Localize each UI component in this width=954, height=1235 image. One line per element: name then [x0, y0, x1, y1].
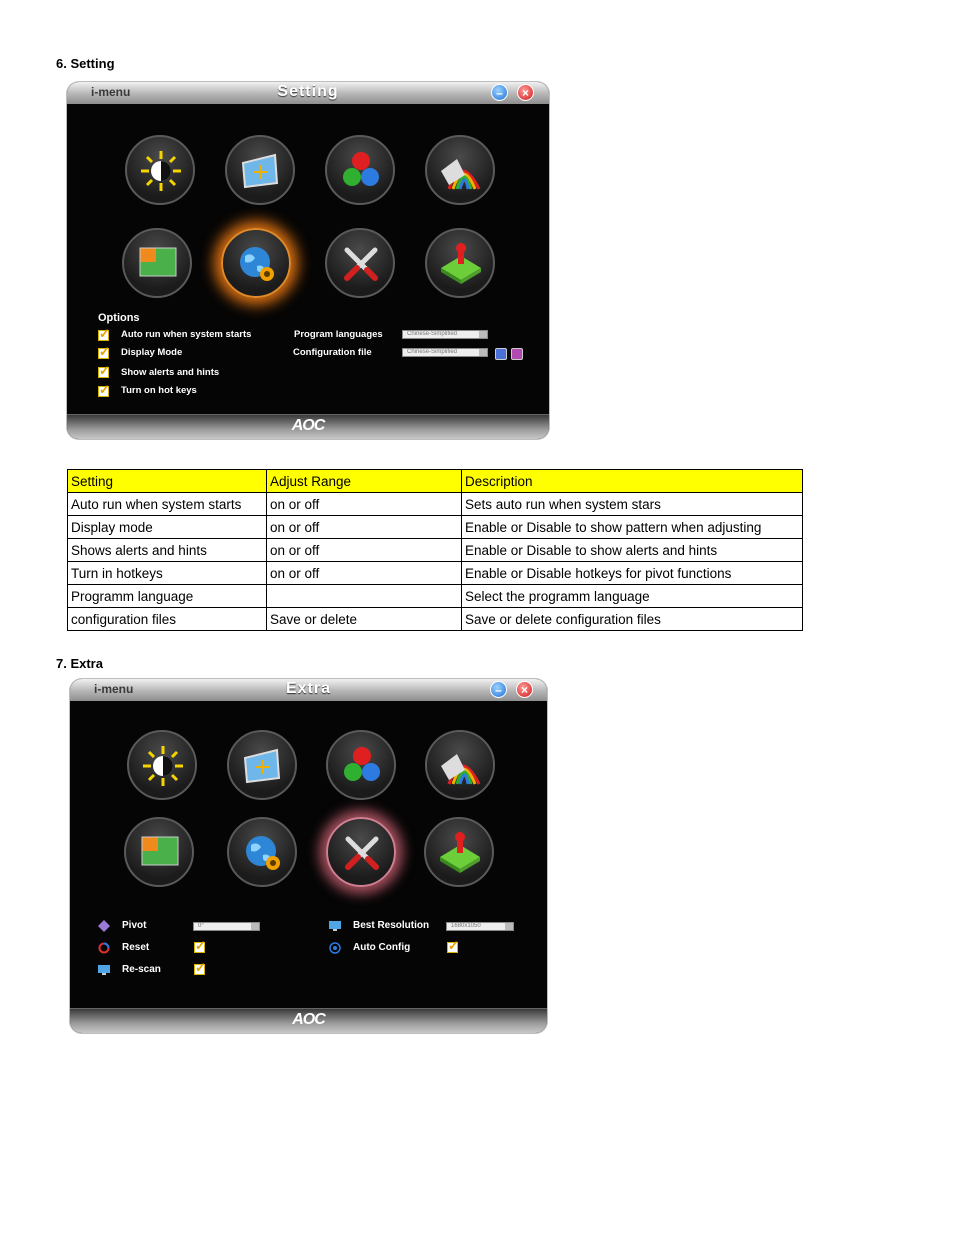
header-setting: Setting — [68, 470, 267, 493]
configuration-file-label: Configuration file — [293, 347, 372, 358]
cell-range — [267, 585, 462, 608]
setting-description-table — [67, 469, 803, 631]
setting-window — [67, 82, 549, 439]
color-setup-icon[interactable] — [325, 135, 395, 205]
rescan-icon — [98, 964, 110, 976]
cell-range: on or off — [267, 539, 462, 562]
auto-run-label: Auto run when system starts — [121, 329, 252, 340]
reset-label: Reset — [122, 942, 150, 953]
best-resolution-icon — [329, 920, 341, 932]
options-title: Options — [98, 312, 140, 324]
best-resolution-dropdown[interactable]: 1680x1050 — [446, 922, 514, 931]
cell-description: Enable or Disable to show pattern when adjusting — [462, 516, 803, 539]
setting-globe-icon[interactable] — [227, 817, 297, 887]
table-row — [68, 516, 803, 539]
cell-range: on or off — [267, 493, 462, 516]
cell-setting: Programm language — [68, 585, 267, 608]
extra-tools-icon[interactable] — [325, 228, 395, 298]
cell-setting: Auto run when system starts — [68, 493, 267, 516]
factory-reset-icon[interactable] — [424, 817, 494, 887]
pivot-icon — [98, 920, 110, 932]
table-row — [68, 562, 803, 585]
program-languages-label: Program languages — [294, 329, 383, 340]
brand-label: i-menu — [91, 85, 131, 99]
image-setup-icon[interactable] — [225, 135, 295, 205]
display-mode-label: Display Mode — [121, 347, 183, 358]
reset-checkbox[interactable] — [194, 942, 205, 953]
section-heading-extra: 7. Extra — [56, 656, 103, 671]
cell-description: Enable or Disable hotkeys for pivot functions — [462, 562, 803, 585]
auto-run-checkbox[interactable] — [98, 330, 109, 341]
cell-range: on or off — [267, 562, 462, 585]
cell-range: Save or delete — [267, 608, 462, 631]
cell-setting: Display mode — [68, 516, 267, 539]
auto-config-icon — [329, 942, 341, 954]
save-icon[interactable] — [495, 348, 507, 360]
extra-window — [70, 679, 547, 1033]
window-title: Setting — [277, 83, 339, 100]
section-heading-setting: 6. Setting — [56, 56, 115, 71]
cell-description: Save or delete configuration files — [462, 608, 803, 631]
rescan-checkbox[interactable] — [194, 964, 205, 975]
delete-icon[interactable] — [511, 348, 523, 360]
brand-label: i-menu — [94, 682, 134, 696]
minimize-button[interactable]: – — [491, 84, 508, 101]
pivot-dropdown[interactable]: 0° — [193, 922, 260, 931]
rescan-label: Re-scan — [122, 964, 161, 975]
picture-boost-icon[interactable] — [425, 135, 495, 205]
header-adjust-range: Adjust Range — [267, 470, 462, 493]
best-resolution-label: Best Resolution — [353, 920, 430, 931]
cell-description: Sets auto run when system stars — [462, 493, 803, 516]
auto-config-checkbox[interactable] — [447, 942, 458, 953]
luminance-icon[interactable] — [125, 135, 195, 205]
minimize-button[interactable]: – — [490, 681, 507, 698]
table-header-row — [68, 470, 803, 493]
display-mode-checkbox[interactable] — [98, 348, 109, 359]
luminance-icon[interactable] — [127, 730, 197, 800]
show-alerts-checkbox[interactable] — [98, 367, 109, 378]
pivot-label: Pivot — [122, 920, 147, 931]
table-row — [68, 493, 803, 516]
title-bar — [70, 679, 547, 701]
close-button[interactable]: × — [517, 84, 534, 101]
table-row — [68, 539, 803, 562]
cell-description: Enable or Disable to show alerts and hints — [462, 539, 803, 562]
auto-config-label: Auto Config — [353, 942, 411, 953]
cell-setting: configuration files — [68, 608, 267, 631]
table-row — [68, 608, 803, 631]
reset-icon — [98, 942, 110, 954]
cell-description: Select the programm language — [462, 585, 803, 608]
factory-reset-icon[interactable] — [425, 228, 495, 298]
picture-boost-icon[interactable] — [425, 730, 495, 800]
osd-setup-icon[interactable] — [122, 228, 192, 298]
show-alerts-label: Show alerts and hints — [121, 367, 220, 378]
hot-keys-label: Turn on hot keys — [121, 385, 197, 396]
cell-range: on or off — [267, 516, 462, 539]
close-button[interactable]: × — [516, 681, 533, 698]
table-row — [68, 585, 803, 608]
cell-setting: Turn in hotkeys — [68, 562, 267, 585]
aoc-logo: AOC — [291, 417, 325, 434]
configuration-file-dropdown[interactable]: Chinese-Simplified — [402, 348, 488, 357]
footer-bar — [67, 414, 549, 439]
window-title: Extra — [285, 680, 332, 697]
osd-setup-icon[interactable] — [124, 817, 194, 887]
cell-setting: Shows alerts and hints — [68, 539, 267, 562]
extra-tools-icon[interactable] — [326, 817, 396, 887]
title-bar — [67, 82, 549, 104]
hot-keys-checkbox[interactable] — [98, 386, 109, 397]
aoc-logo: AOC — [292, 1011, 325, 1028]
image-setup-icon[interactable] — [227, 730, 297, 800]
color-setup-icon[interactable] — [326, 730, 396, 800]
program-languages-dropdown[interactable]: Chinese-Simplified — [402, 330, 488, 339]
footer-bar — [70, 1008, 547, 1033]
header-description: Description — [462, 470, 803, 493]
setting-globe-icon[interactable] — [221, 228, 291, 298]
